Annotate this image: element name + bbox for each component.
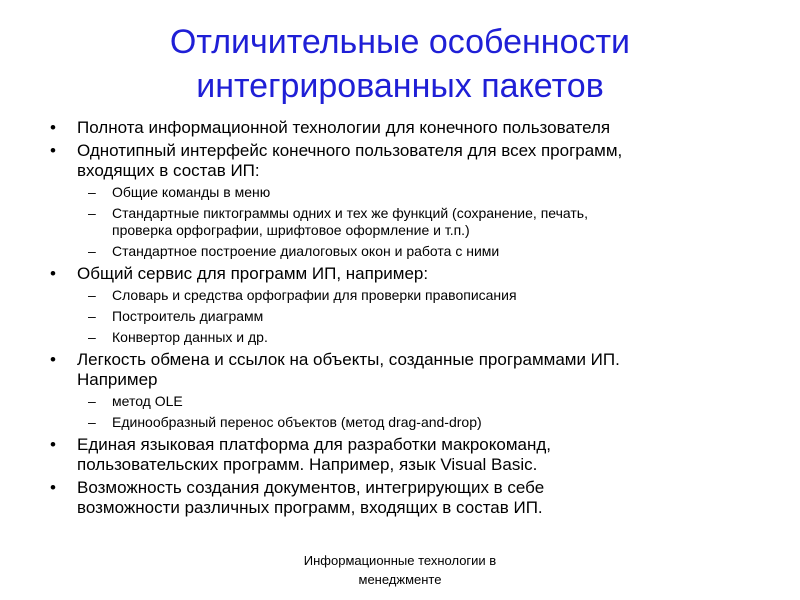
dash-marker: – bbox=[88, 243, 96, 259]
bullet-item-4-text-line-2: Например bbox=[77, 370, 158, 389]
footer-line-1: Информационные технологии в bbox=[303, 553, 497, 568]
sub-item-3-1-text: Словарь и средства орфографии для проверки правописания bbox=[112, 287, 517, 303]
dash-marker: – bbox=[88, 287, 96, 303]
bullet-item-1 bbox=[50, 118, 750, 138]
dash-marker: – bbox=[88, 308, 96, 324]
bullet-marker: • bbox=[50, 435, 56, 454]
bullet-item-2 bbox=[50, 141, 750, 181]
bullet-item-2-text-line-2: входящих в состав ИП: bbox=[77, 161, 260, 180]
dash-marker: – bbox=[88, 393, 96, 409]
sub-item-3-3-text: Конвертор данных и др. bbox=[112, 329, 268, 345]
bullet-item-3 bbox=[50, 264, 750, 284]
dash-marker: – bbox=[88, 184, 96, 200]
sub-item-2-3 bbox=[50, 243, 750, 260]
sub-item-2-2-text-line-2: проверка орфографии, шрифтовое оформление и т.п.) bbox=[112, 222, 470, 238]
bullet-item-3-text: Общий сервис для программ ИП, например: bbox=[77, 264, 429, 283]
sub-item-4-1-text: метод OLE bbox=[112, 393, 183, 409]
sub-item-2-2-text-line-1: Стандартные пиктограммы одних и тех же функций (сохранение, печать, bbox=[112, 205, 588, 221]
bullet-item-2-text-line-1: Однотипный интерфейс конечного пользователя для всех программ, bbox=[77, 141, 623, 160]
slide-title bbox=[0, 20, 800, 108]
slide-footer bbox=[250, 551, 550, 589]
sub-item-4-2-text: Единообразный перенос объектов (метод drag-and-drop) bbox=[112, 414, 482, 430]
bullet-marker: • bbox=[50, 141, 56, 160]
sub-item-2-2 bbox=[50, 205, 750, 239]
sub-item-3-2 bbox=[50, 308, 750, 325]
sub-item-3-2-text: Построитель диаграмм bbox=[112, 308, 264, 324]
sub-item-4-1 bbox=[50, 393, 750, 410]
bullet-list bbox=[50, 118, 750, 521]
footer-line-2: менеджменте bbox=[358, 572, 442, 587]
sub-item-3-3 bbox=[50, 329, 750, 346]
bullet-item-4-text-line-1: Легкость обмена и ссылок на объекты, созданные программами ИП. bbox=[77, 350, 620, 369]
slide-title-line-1: Отличительные особенности bbox=[169, 23, 631, 61]
dash-marker: – bbox=[88, 329, 96, 345]
slide-title-line-2: интегрированных пакетов bbox=[196, 67, 604, 105]
bullet-item-5-text-line-2: пользовательских программ. Например, язык Visual Basic. bbox=[77, 455, 538, 474]
sub-item-2-1 bbox=[50, 184, 750, 201]
bullet-item-4 bbox=[50, 350, 750, 390]
bullet-item-5-text-line-1: Единая языковая платформа для разработки макрокоманд, bbox=[77, 435, 551, 454]
dash-marker: – bbox=[88, 414, 96, 430]
bullet-marker: • bbox=[50, 478, 56, 497]
bullet-item-6-text-line-1: Возможность создания документов, интегрирующих в себе bbox=[77, 478, 545, 497]
bullet-marker: • bbox=[50, 350, 56, 369]
sub-item-4-2 bbox=[50, 414, 750, 431]
bullet-marker: • bbox=[50, 118, 56, 137]
bullet-item-6 bbox=[50, 478, 750, 518]
bullet-marker: • bbox=[50, 264, 56, 283]
sub-item-3-1 bbox=[50, 287, 750, 304]
sub-item-2-1-text: Общие команды в меню bbox=[112, 184, 271, 200]
dash-marker: – bbox=[88, 205, 96, 221]
sub-item-2-3-text: Стандартное построение диалоговых окон и работа с ними bbox=[112, 243, 500, 259]
bullet-item-1-text: Полнота информационной технологии для конечного пользователя bbox=[77, 118, 611, 137]
bullet-item-6-text-line-2: возможности различных программ, входящих в состав ИП. bbox=[77, 498, 543, 517]
bullet-item-5 bbox=[50, 435, 750, 475]
